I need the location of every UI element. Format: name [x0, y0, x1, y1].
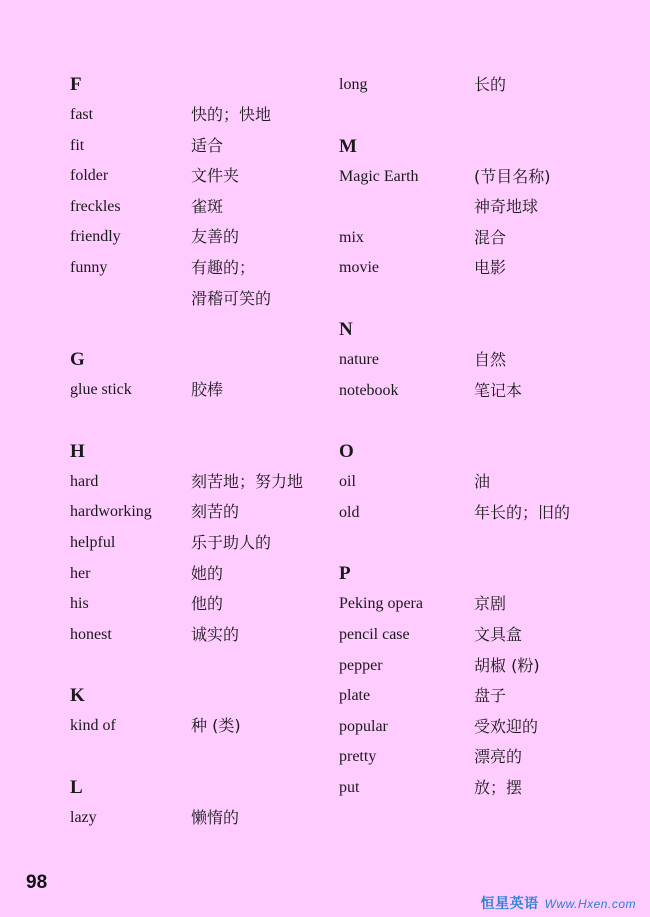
- english-word: helpful: [70, 533, 116, 551]
- chinese-meaning: 漂亮的: [474, 747, 523, 767]
- english-word: funny: [70, 258, 108, 276]
- english-word: nature: [339, 350, 379, 368]
- glossary-entry: [339, 376, 639, 407]
- english-word: hardworking: [70, 503, 152, 521]
- chinese-meaning: 友善的: [191, 227, 240, 247]
- glossary-section: [339, 132, 639, 284]
- glossary-entry: [339, 712, 639, 743]
- section-gap: [70, 406, 320, 437]
- english-word: movie: [339, 259, 379, 277]
- glossary-entry: [70, 711, 320, 742]
- english-word: her: [70, 564, 91, 582]
- glossary-entry: [339, 651, 639, 682]
- glossary-entry: [70, 467, 320, 498]
- chinese-meaning: 胶棒: [191, 380, 224, 400]
- glossary-entry: [70, 528, 320, 559]
- chinese-meaning: 自然: [474, 349, 507, 369]
- section-gap: [339, 101, 639, 132]
- watermark-brand: 恒星英语: [480, 895, 539, 911]
- glossary-entry: [70, 222, 320, 253]
- chinese-meaning: 刻苦地；努力地: [191, 471, 304, 491]
- page-number: 98: [26, 872, 48, 893]
- english-word: plate: [339, 687, 371, 705]
- watermark-url: Www.Hxen.com: [544, 897, 636, 911]
- glossary-entry: [70, 253, 320, 314]
- section-gap: [339, 284, 639, 315]
- section-letter: N: [339, 318, 353, 340]
- glossary-entry: [339, 620, 639, 651]
- glossary-entry: [339, 467, 639, 498]
- glossary-entry: [70, 559, 320, 590]
- chinese-meaning: 京剧: [474, 594, 507, 614]
- chinese-meaning: 雀斑: [191, 196, 224, 216]
- chinese-meaning: 笔记本: [474, 380, 523, 400]
- glossary-entry: [339, 742, 639, 773]
- glossary-entry: [70, 192, 320, 223]
- glossary-entry: [70, 620, 320, 651]
- english-word: pretty: [339, 748, 377, 766]
- english-word: freckles: [70, 197, 121, 215]
- chinese-meaning: (节目名称) 神奇地球: [474, 166, 551, 217]
- glossary-entry: [339, 773, 639, 804]
- glossary-entry: [70, 589, 320, 620]
- section-letter: P: [339, 563, 351, 585]
- english-word: Magic Earth: [339, 167, 419, 185]
- section-gap: [339, 406, 639, 437]
- english-word: popular: [339, 717, 388, 735]
- chinese-meaning: 年长的；旧的: [474, 502, 571, 522]
- english-word: kind of: [70, 717, 116, 735]
- english-word: fast: [70, 106, 94, 123]
- watermark[interactable]: [481, 893, 636, 913]
- glossary-entry: [339, 498, 639, 529]
- chinese-meaning: 电影: [474, 258, 507, 278]
- english-word: fit: [70, 136, 85, 154]
- chinese-meaning: 适合: [191, 135, 224, 155]
- chinese-meaning: 油: [474, 472, 491, 492]
- glossary-entry: [70, 100, 320, 131]
- english-word: friendly: [70, 228, 121, 246]
- english-word: pepper: [339, 656, 383, 674]
- glossary-entry: [339, 589, 639, 620]
- chinese-meaning: 他的: [191, 594, 224, 614]
- chinese-meaning: 懒惰的: [191, 807, 240, 827]
- left-column: [70, 70, 320, 834]
- english-word: honest: [70, 625, 112, 643]
- glossary-section: [70, 437, 320, 651]
- section-letter: F: [70, 74, 82, 95]
- glossary-entry: [339, 681, 639, 712]
- glossary-entry: [339, 345, 639, 376]
- glossary-entry: [70, 161, 320, 192]
- chinese-meaning: 长的: [474, 75, 507, 94]
- section-letter: K: [70, 685, 85, 707]
- section-letter: H: [70, 440, 85, 462]
- glossary-section: [339, 315, 639, 406]
- chinese-meaning: 快的；快地: [191, 105, 272, 124]
- glossary-section: [70, 70, 320, 314]
- section-gap: [339, 528, 639, 559]
- section-letter: O: [339, 441, 354, 463]
- chinese-meaning: 混合: [474, 227, 507, 247]
- glossary-section: [70, 773, 320, 834]
- glossary-section: [70, 681, 320, 742]
- glossary-entry: [70, 375, 320, 406]
- english-word: lazy: [70, 808, 97, 826]
- section-letter: G: [70, 349, 85, 371]
- glossary-entry: [70, 803, 320, 834]
- english-word: mix: [339, 228, 364, 246]
- english-word: long: [339, 76, 368, 93]
- english-word: hard: [70, 472, 99, 490]
- right-column: [339, 70, 639, 804]
- section-gap: [70, 314, 320, 345]
- chinese-meaning: 乐于助人的: [191, 532, 272, 552]
- chinese-meaning: 文件夹: [191, 166, 240, 186]
- glossary-section: [339, 559, 639, 803]
- section-letter: M: [339, 135, 357, 157]
- glossary-entry: [339, 223, 639, 254]
- section-gap: [70, 650, 320, 681]
- english-word: oil: [339, 473, 356, 491]
- english-word: glue stick: [70, 381, 132, 399]
- chinese-meaning: 胡椒 (粉): [474, 655, 540, 675]
- chinese-meaning: 诚实的: [191, 624, 240, 644]
- english-word: Peking opera: [339, 595, 423, 613]
- chinese-meaning: 种 (类): [191, 716, 241, 736]
- chinese-meaning: 文具盒: [474, 624, 523, 644]
- english-word: old: [339, 503, 360, 521]
- english-word: his: [70, 595, 89, 613]
- glossary-section: [70, 345, 320, 406]
- glossary-entry: [339, 162, 639, 223]
- glossary-entry: [339, 253, 639, 284]
- chinese-meaning: 刻苦的: [191, 502, 240, 522]
- section-gap: [70, 742, 320, 773]
- chinese-meaning: 盘子: [474, 686, 507, 706]
- chinese-meaning: 放；摆: [474, 777, 523, 797]
- english-word: notebook: [339, 381, 399, 399]
- chinese-meaning: 受欢迎的: [474, 716, 539, 736]
- chinese-meaning: 有趣的； 滑稽可笑的: [191, 257, 272, 308]
- english-word: put: [339, 778, 360, 796]
- glossary-section: [339, 437, 639, 528]
- glossary-entry: [70, 497, 320, 528]
- english-word: folder: [70, 167, 109, 185]
- glossary-entry: [339, 70, 639, 101]
- section-letter: L: [70, 776, 83, 798]
- chinese-meaning: 她的: [191, 563, 224, 583]
- glossary-section: [339, 70, 639, 101]
- english-word: pencil case: [339, 625, 410, 643]
- glossary-entry: [70, 131, 320, 162]
